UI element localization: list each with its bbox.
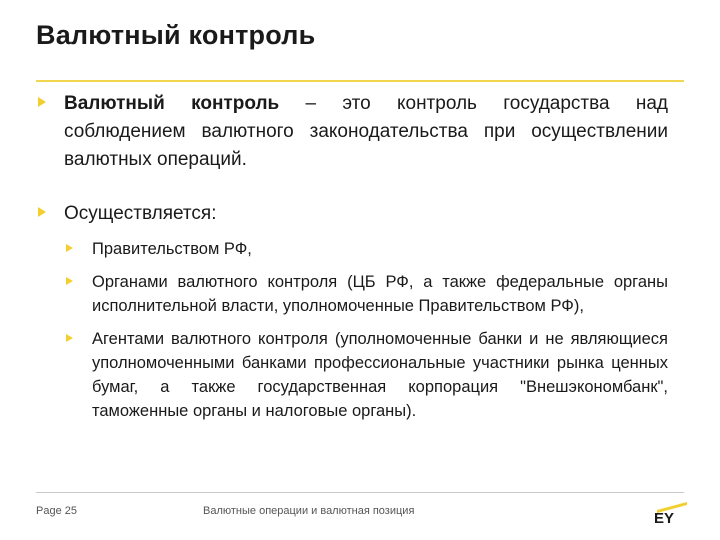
bullet-definition [36,90,668,174]
sub-bullet-government [64,237,668,261]
sub-bullet-arrow-icon [66,277,73,285]
carried-out-label: Осуществляется: [64,203,217,224]
sub-bullet-arrow-icon [66,334,73,342]
sub-bullet-arrow-icon [66,244,73,252]
footer-divider [36,492,684,493]
slide-content [36,90,668,423]
bullet-arrow-icon [38,97,46,107]
sub-bullet-text: Агентами валютного контроля (уполномоченные банки и не являющиеся уполномоченными банками профессиональные участники рынка ценных бумаг, а также государственная корпорация "Внешэкономбанк", таможенные органы и налоговые органы). [92,330,668,420]
title-divider [36,80,684,82]
sub-bullet-text: Органами валютного контроля (ЦБ РФ, а также федеральные органы исполнительной власти, уполномоченные Правительством РФ), [92,273,668,315]
ey-logo-icon [653,502,687,524]
definition-term: Валютный контроль [64,93,280,114]
bullet-carried-out [36,200,668,228]
sub-bullet-control-bodies [64,270,668,318]
footer-presentation-title: Валютные операции и валютная позиция [203,505,415,517]
bullet-arrow-icon [38,207,46,217]
definition-text: – это контроль государства над соблюдением валютного законодательства при осуществлении валютных операций. [64,93,668,170]
sub-bullet-text: Правительством РФ, [92,240,252,258]
sub-bullet-control-agents [64,327,668,423]
logo-text: EY [654,510,675,524]
slide-title: Валютный контроль [36,20,316,50]
page-number: Page 25 [36,505,77,517]
